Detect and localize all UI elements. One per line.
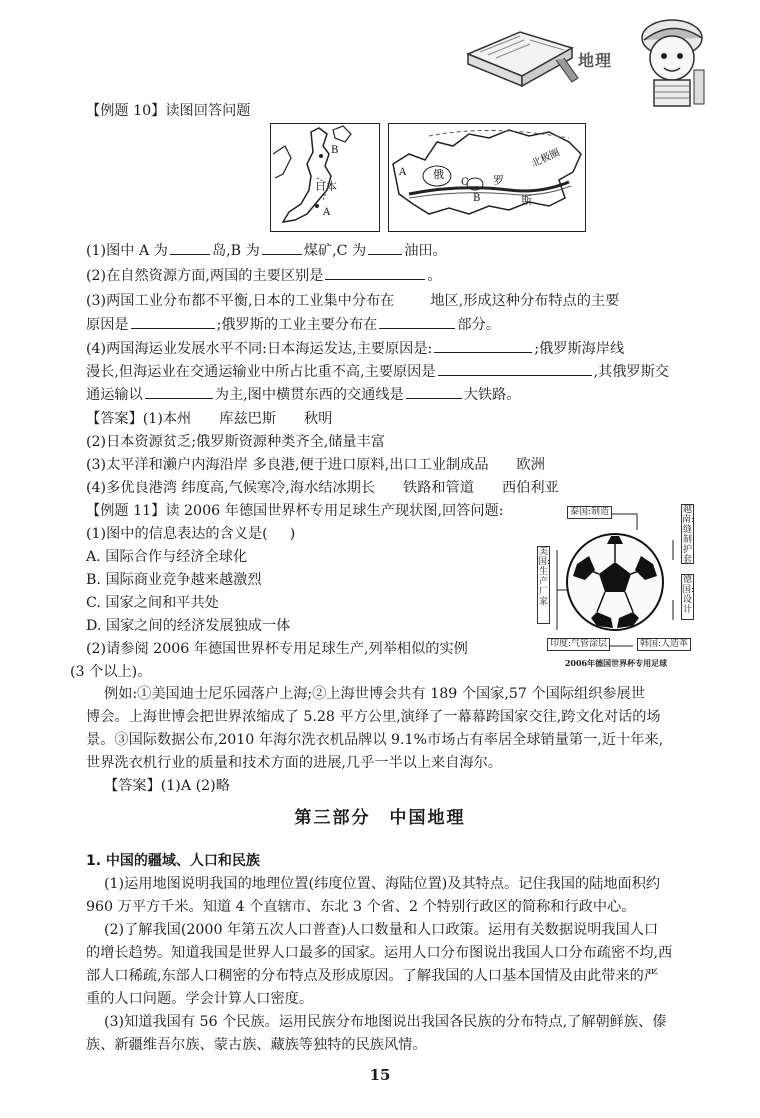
page-number: 15 (369, 1066, 391, 1084)
ex11-option-b: B. 国际商业竞争越来越激烈 (86, 572, 262, 588)
map-label-a: A (323, 207, 331, 218)
ex11-example-line1: 例如:①美国迪士尼乐园落户上海;②上海世博会共有 189 个国家,57 个国际组织参展世 (104, 686, 645, 702)
football-production-figure (533, 500, 699, 670)
part3-p3-line2: 族、新疆维吾尔族、蒙古族、藏族等独特的民族风情。 (86, 1037, 427, 1053)
map-label-luo: 罗 (493, 174, 504, 187)
example11-title: 【例题 11】读 2006 年德国世界杯专用足球生产现状图,回答问题: (86, 503, 504, 519)
open-book-icon (460, 14, 580, 104)
ex10-answer-line2: (2)日本资源贫乏;俄罗斯资源种类齐全,储量丰富 (86, 434, 385, 450)
answer-blank (145, 384, 213, 399)
map-label-russia-b: B (473, 193, 481, 204)
answer-blank (262, 240, 302, 255)
ex10-answer-line1: 【答案】(1)本州 库兹巴斯 秋明 (86, 411, 333, 427)
ex10-q3-line1: (3)两国工业分布都不平衡,日本的工业集中分布在 地区,形成这种分布特点的主要 (86, 293, 620, 309)
subsection-title: 1. 中国的疆域、人口和民族 (86, 853, 260, 869)
fig-korea-label: 韩国:人造革 (637, 638, 691, 651)
russia-map (388, 123, 586, 232)
ex11-example-line2: 博会。上海世博会把世界浓缩成了 5.28 平方公里,演绎了一幕幕跨国家交往,跨文化对话的场 (86, 709, 661, 725)
answer-blank (131, 314, 215, 329)
part3-p1-line2: 960 万平方千米。知道 4 个直辖市、东北 3 个省、2 个特别行政区的简称和行政中心。 (86, 899, 636, 915)
fig-caption: 2006年德国世界杯专用足球 (564, 658, 668, 668)
ex10-q2: (2)在自然资源方面,两国的主要区别是 。 (86, 265, 706, 288)
ex11-q2-line2: (3 个以上)。 (70, 664, 152, 680)
answer-blank (170, 240, 210, 255)
ex10-q1: (1)图中 A 为 岛,B 为 煤矿,C 为 油田。 (86, 240, 706, 263)
ex11-example-line3: 景。③国际数据公布,2010 年海尔洗衣机品牌以 9.1%市场占有率居全球销量第一,近十年来, (86, 732, 664, 748)
example10-title: 【例题 10】读图回答问题 (86, 103, 251, 119)
answer-blank (368, 240, 402, 255)
fig-germany-label: 德国:设计 (681, 574, 694, 620)
fig-vietnam-label: 越南:缝制护套 (682, 505, 695, 565)
map-label-e: 俄 (433, 168, 444, 181)
map-label-si: 斯 (521, 194, 532, 207)
ex10-answer-line3: (3)太平洋和濑户内海沿岸 多良港,便于进口原料,出口工业制成品 欧洲 (86, 457, 545, 473)
ex11-answer: 【答案】(1)A (2)略 (104, 778, 230, 794)
part3-p1-line1: (1)运用地图说明我国的地理位置(纬度位置、海陆位置)及其特点。记住我国的陆地面积约 (104, 876, 661, 892)
ex11-q1: (1)图中的信息表达的含义是( ) (86, 526, 296, 542)
map-label-arctic: 北极圈 (529, 147, 562, 170)
ex10-answer-line4: (4)多优良港湾 纬度高,气候寒冷,海水结冰期长 铁路和管道 西伯利亚 (86, 480, 559, 496)
ex11-q2-line1: (2)请参阅 2006 年德国世界杯专用足球生产,列举相似的实例 (86, 641, 468, 657)
map-label-region: 日本 (315, 180, 337, 193)
fig-usa-label: 美国:生产厂家 (537, 546, 550, 624)
japan-map (270, 123, 380, 232)
part3-p2-line2: 的增长趋势。知道我国是世界人口最多的国家。运用人口分布图说出我国人口分布疏密不均,西 (86, 945, 673, 961)
ex10-q4-line1: (4)两国海运业发展水平不同:日本海运发达,主要原因是: ;俄罗斯海岸线 (86, 338, 706, 361)
part3-p3-line1: (3)知道我国有 56 个民族。运用民族分布地图说出我国各民族的分布特点,了解朝鲜族、傣 (104, 1014, 667, 1030)
map-label-b: B (331, 145, 339, 156)
ex10-q3-line2: 原因是 ;俄罗斯的工业主要分布在 部分。 (86, 314, 706, 337)
answer-blank (434, 338, 532, 353)
answer-blank (379, 314, 455, 329)
cartoon-boy-icon (610, 10, 720, 110)
fig-thailand-label: 泰国:制造 (567, 506, 612, 519)
ex11-option-a: A. 国际合作与经济全球化 (86, 549, 248, 565)
part3-p2-line1: (2)了解我国(2000 年第五次人口普查)人口数量和人口政策。运用有关数据说明我国人口 (104, 922, 659, 938)
fig-india-label: 印度:气管涂层 (547, 638, 610, 651)
ex11-option-d: D. 国家之间的经济发展独成一体 (86, 618, 291, 634)
answer-blank (325, 265, 425, 280)
part3-p2-line3: 部人口稀疏,东部人口稠密的分布特点及形成原因。了解我国的人口基本国情及由此带来的严 (86, 968, 659, 984)
ex11-option-c: C. 国家之间和平共处 (86, 595, 219, 611)
answer-blank (406, 384, 462, 399)
subject-tag: 地理 (578, 51, 613, 70)
map-label-russia-a: A (399, 167, 407, 178)
ex10-q4-line2: 漫长,但海运业在交通运输业中所占比重不高,主要原因是 ,其俄罗斯交 (86, 361, 706, 384)
ex11-example-line4: 世界洗衣机行业的质量和技术方面的进展,几乎一半以上来自海尔。 (86, 755, 502, 771)
section-title: 第三部分 中国地理 (294, 808, 466, 828)
ex10-q4-line3: 通运输以 为主,图中横贯东西的交通线是 大铁路。 (86, 384, 706, 407)
answer-blank (438, 361, 592, 376)
map-label-russia-c: C (461, 177, 469, 188)
part3-p2-line4: 重的人口问题。学会计算人口密度。 (86, 991, 314, 1007)
